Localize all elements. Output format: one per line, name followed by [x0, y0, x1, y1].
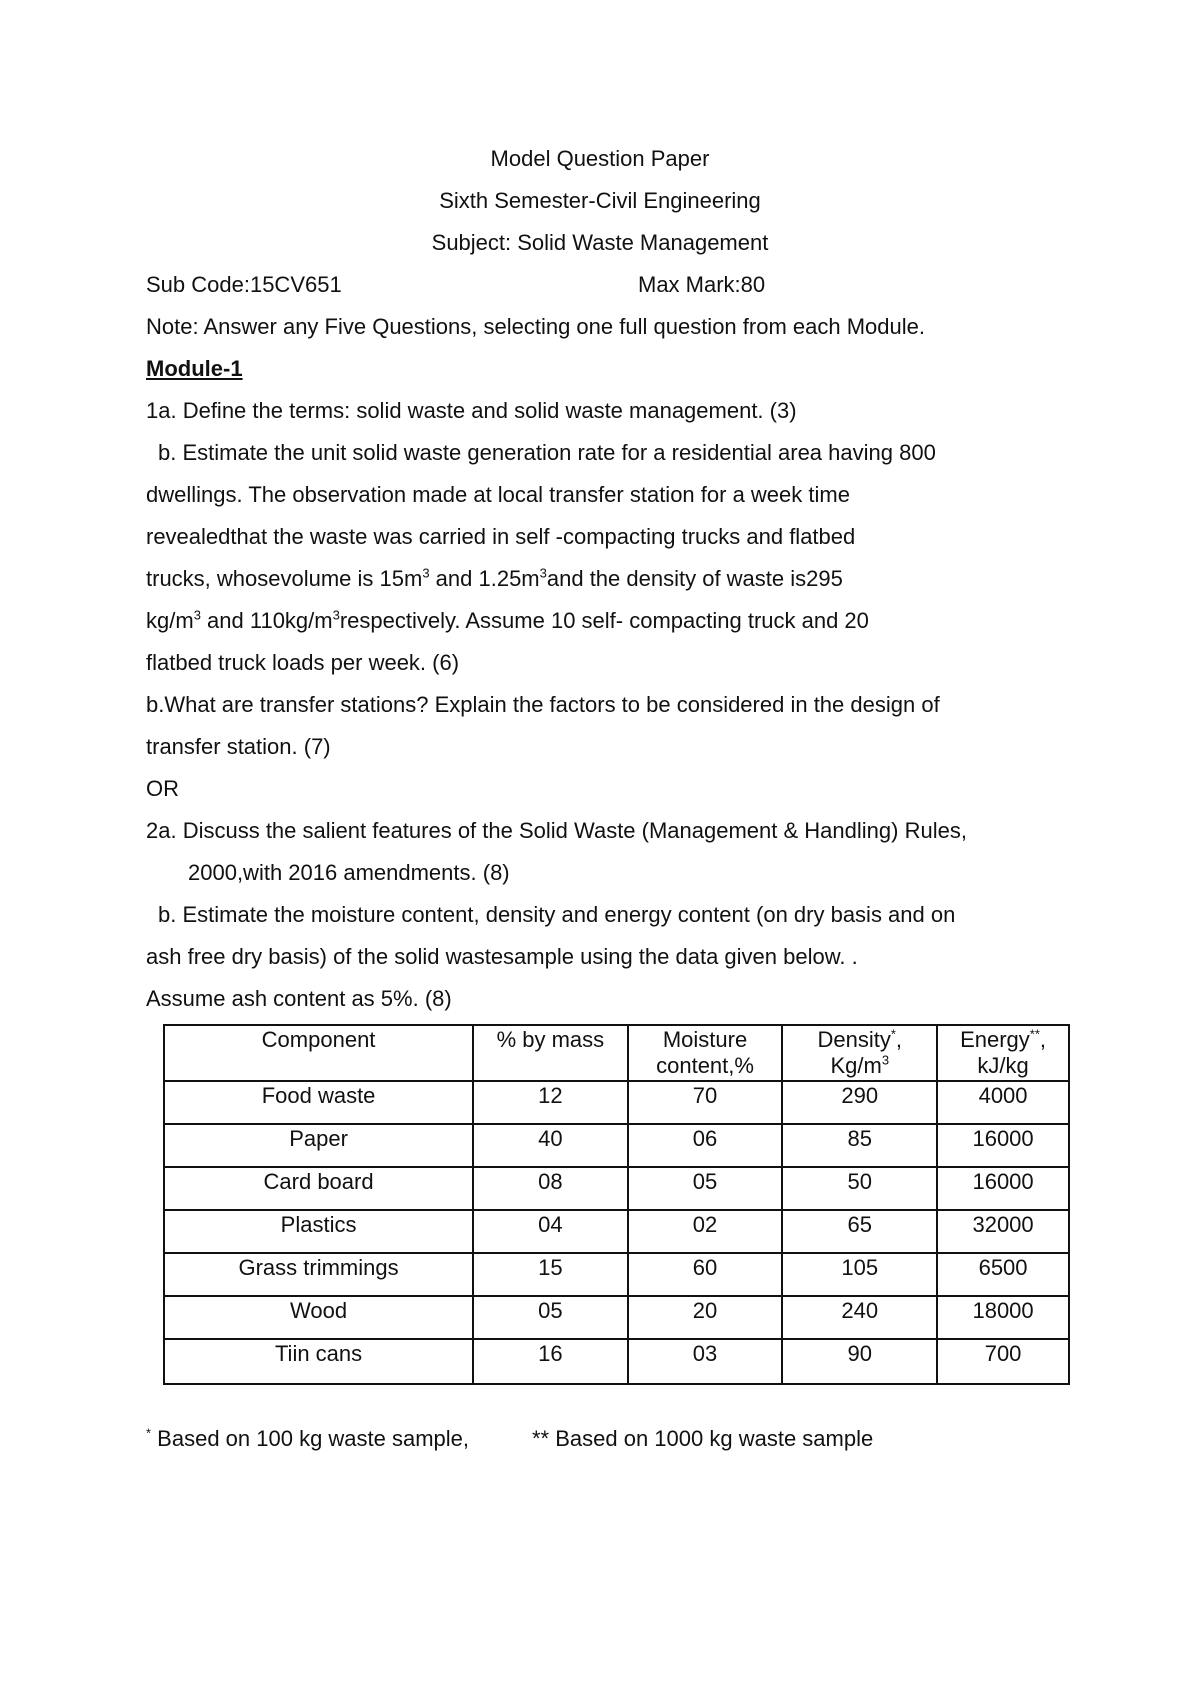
header-text: Component	[261, 1027, 376, 1052]
subject-line: Subject: Solid Waste Management	[431, 230, 769, 255]
table-cell: Grass trimmings	[164, 1253, 473, 1296]
table-cell: 05	[628, 1167, 783, 1210]
table-cell: 40	[473, 1124, 628, 1167]
question-2b-line: b. Estimate the moisture content, density and energy content (on dry basis and on	[158, 902, 956, 927]
module-heading: Module-1	[146, 356, 243, 381]
semester-line: Sixth Semester-Civil Engineering	[439, 188, 761, 213]
table-cell: 60	[628, 1253, 783, 1296]
table-cell: 05	[473, 1296, 628, 1339]
question-1b-line: dwellings. The observation made at local transfer station for a week time	[146, 482, 850, 507]
waste-composition-table	[163, 1024, 1070, 1385]
text-run: and 1.25m	[429, 566, 540, 591]
question-1c-line: b.What are transfer stations? Explain the factors to be considered in the design of	[146, 692, 940, 717]
question-2b-line: ash free dry basis) of the solid wastesample using the data given below. .	[146, 944, 858, 969]
table-cell: 20	[628, 1296, 783, 1339]
header-text: content,%	[656, 1053, 754, 1078]
question-1b-line	[146, 566, 843, 592]
table-cell: 70	[628, 1081, 783, 1124]
text-run: and the density of waste is295	[546, 566, 843, 591]
header-component	[164, 1025, 473, 1081]
table-cell: 90	[782, 1339, 937, 1384]
text-run: and 110kg/m	[200, 608, 333, 633]
table-cell: 6500	[937, 1253, 1069, 1296]
header-density	[782, 1025, 937, 1081]
table-cell: 290	[782, 1081, 937, 1124]
table-row	[164, 1253, 1069, 1296]
table-cell: Paper	[164, 1124, 473, 1167]
question-1b-line: flatbed truck loads per week. (6)	[146, 650, 460, 675]
table-cell: 06	[628, 1124, 783, 1167]
question-1a: 1a. Define the terms: solid waste and solid waste management. (3)	[146, 398, 797, 423]
question-2a-line: 2000,with 2016 amendments. (8)	[188, 860, 510, 885]
table-cell: 15	[473, 1253, 628, 1296]
footnote-text: Based on 100 kg waste sample,	[151, 1426, 470, 1451]
table-footnote	[146, 1426, 469, 1452]
or-separator: OR	[146, 776, 179, 801]
table-row	[164, 1124, 1069, 1167]
table-cell: 4000	[937, 1081, 1069, 1124]
question-2a-line: 2a. Discuss the salient features of the Solid Waste (Management & Handling) Rules,	[146, 818, 967, 843]
question-2b-line: Assume ash content as 5%. (8)	[146, 986, 452, 1011]
header-text: ,	[1039, 1027, 1047, 1052]
question-1b-line: revealedthat the waste was carried in self -compacting trucks and flatbed	[146, 524, 856, 549]
table-cell: Wood	[164, 1296, 473, 1339]
superscript: 3	[193, 607, 201, 623]
table-row	[164, 1296, 1069, 1339]
table-cell: 240	[782, 1296, 937, 1339]
header-text: Kg/m	[830, 1053, 882, 1078]
instructions-note: Note: Answer any Five Questions, selecting one full question from each Module.	[146, 314, 925, 339]
footnote-mark: *	[146, 1425, 152, 1441]
header-text: Moisture	[662, 1027, 748, 1052]
question-1b-line	[146, 608, 869, 634]
table-row	[164, 1210, 1069, 1253]
table-header-row	[164, 1025, 1069, 1081]
sub-code: Sub Code:15CV651	[146, 272, 342, 297]
table-cell: 03	[628, 1339, 783, 1384]
table-row	[164, 1167, 1069, 1210]
header-moisture	[628, 1025, 783, 1081]
table-cell: 85	[782, 1124, 937, 1167]
max-mark: Max Mark:80	[638, 272, 766, 297]
header-text: ,	[895, 1027, 903, 1052]
table-cell: 04	[473, 1210, 628, 1253]
table-cell: Plastics	[164, 1210, 473, 1253]
table-cell: 50	[782, 1167, 937, 1210]
table-cell: 12	[473, 1081, 628, 1124]
text-run: respectively. Assume 10 self- compacting truck and 20	[339, 608, 869, 633]
table-cell: 16000	[937, 1167, 1069, 1210]
header-energy	[937, 1025, 1069, 1081]
table-cell: 16000	[937, 1124, 1069, 1167]
table-cell: Food waste	[164, 1081, 473, 1124]
table-cell: Card board	[164, 1167, 473, 1210]
table-cell: 08	[473, 1167, 628, 1210]
header-text: Energy	[960, 1027, 1030, 1052]
header-mass	[473, 1025, 628, 1081]
table-cell: 18000	[937, 1296, 1069, 1339]
question-1c-line: transfer station. (7)	[146, 734, 331, 759]
table-cell: Tiin cans	[164, 1339, 473, 1384]
table-cell: 700	[937, 1339, 1069, 1384]
question-1b-line: b. Estimate the unit solid waste generation rate for a residential area having 800	[158, 440, 936, 465]
superscript: 3	[332, 607, 340, 623]
superscript: 3	[881, 1052, 890, 1068]
table-cell: 16	[473, 1339, 628, 1384]
table-cell: 02	[628, 1210, 783, 1253]
superscript: 3	[539, 565, 547, 581]
text-run: kg/m	[146, 608, 194, 633]
table-cell: 105	[782, 1253, 937, 1296]
header-text: kJ/kg	[977, 1053, 1029, 1078]
header-text: % by mass	[496, 1027, 605, 1052]
table-row	[164, 1339, 1069, 1384]
footnote-mark: **	[1029, 1026, 1040, 1042]
table-cell: 65	[782, 1210, 937, 1253]
paper-title: Model Question Paper	[490, 146, 710, 171]
header-text: Density	[817, 1027, 891, 1052]
table-footnote: ** Based on 1000 kg waste sample	[532, 1426, 874, 1451]
table-row	[164, 1081, 1069, 1124]
text-run: trucks, whosevolume is 15m	[146, 566, 423, 591]
footnote-mark: *	[890, 1026, 896, 1042]
table-cell: 32000	[937, 1210, 1069, 1253]
superscript: 3	[422, 565, 430, 581]
